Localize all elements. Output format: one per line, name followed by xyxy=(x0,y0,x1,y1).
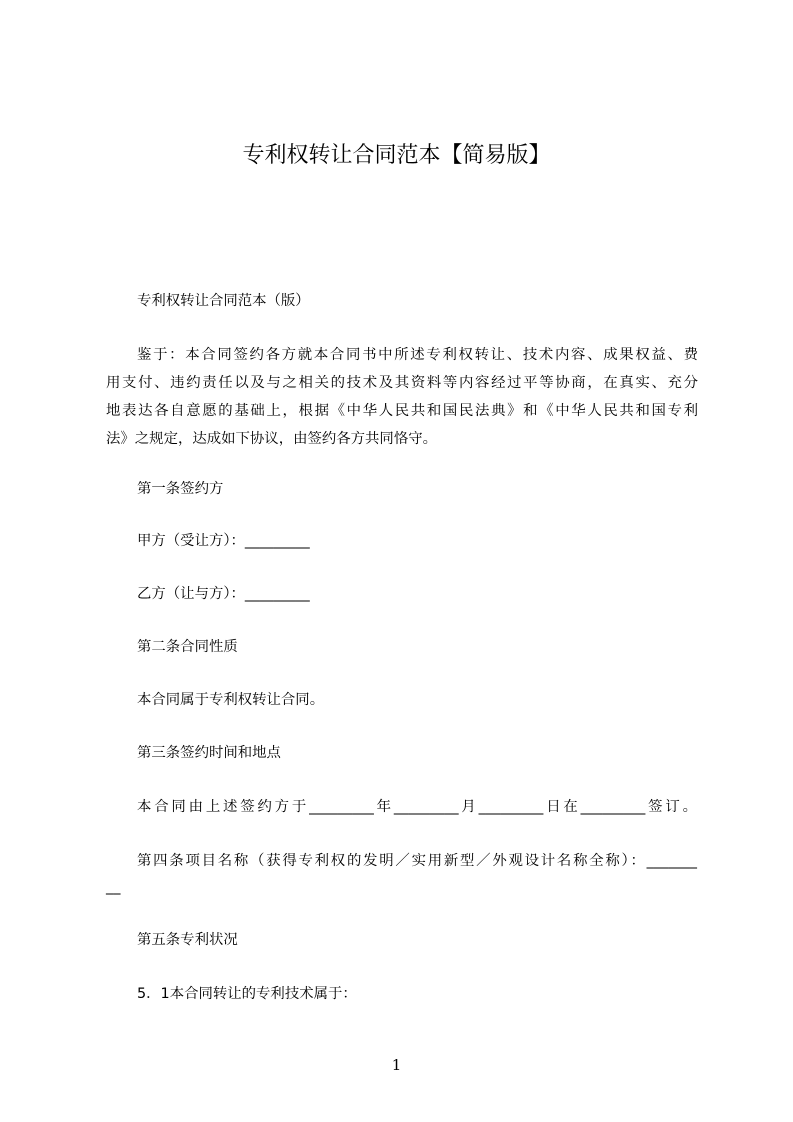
document-title: 专利权转让合同范本【简易版】 xyxy=(242,143,551,168)
article-1-heading: 第一条签约方 xyxy=(137,481,224,497)
article-5-heading: 第五条专利状况 xyxy=(137,932,238,948)
article-2-heading: 第二条合同性质 xyxy=(137,639,238,655)
article-2-body: 本合同属于专利权转让合同。 xyxy=(137,692,325,708)
contract-subtitle: 专利权转让合同范本（版） xyxy=(137,293,310,309)
article-4-line: 第四条项目名称（获得专利权的发明／实用新型／外观设计名称全称）：_______ xyxy=(137,853,697,869)
preamble-paragraph xyxy=(106,341,698,453)
preamble-line: 用支付、违约责任以及与之相关的技术及其资料等内容经过平等协商，在真实、充分 xyxy=(106,375,698,391)
page-number: 1 xyxy=(391,1056,402,1074)
preamble-line: 鉴于：本合同签约各方就本合同书中所述专利权转让、技术内容、成果权益、费 xyxy=(137,347,698,363)
party-b-line: 乙方（让与方）：_________ xyxy=(137,586,310,602)
preamble-line: 地表达各自意愿的基础上，根据《中华人民共和国民法典》和《中华人民共和国专利 xyxy=(106,403,698,419)
article-3-body: 本合同由上述签约方于_________年_________月_________日在_________签订。 xyxy=(137,799,697,815)
party-a-line: 甲方（受让方）：_________ xyxy=(137,533,310,549)
article-4-continuation: __ xyxy=(106,879,121,895)
clause-5-1: 5．1本合同转让的专利技术属于： xyxy=(137,986,357,1002)
article-3-heading: 第三条签约时间和地点 xyxy=(137,745,281,761)
preamble-line: 法》之规定，达成如下协议，由签约各方共同恪守。 xyxy=(106,431,437,447)
